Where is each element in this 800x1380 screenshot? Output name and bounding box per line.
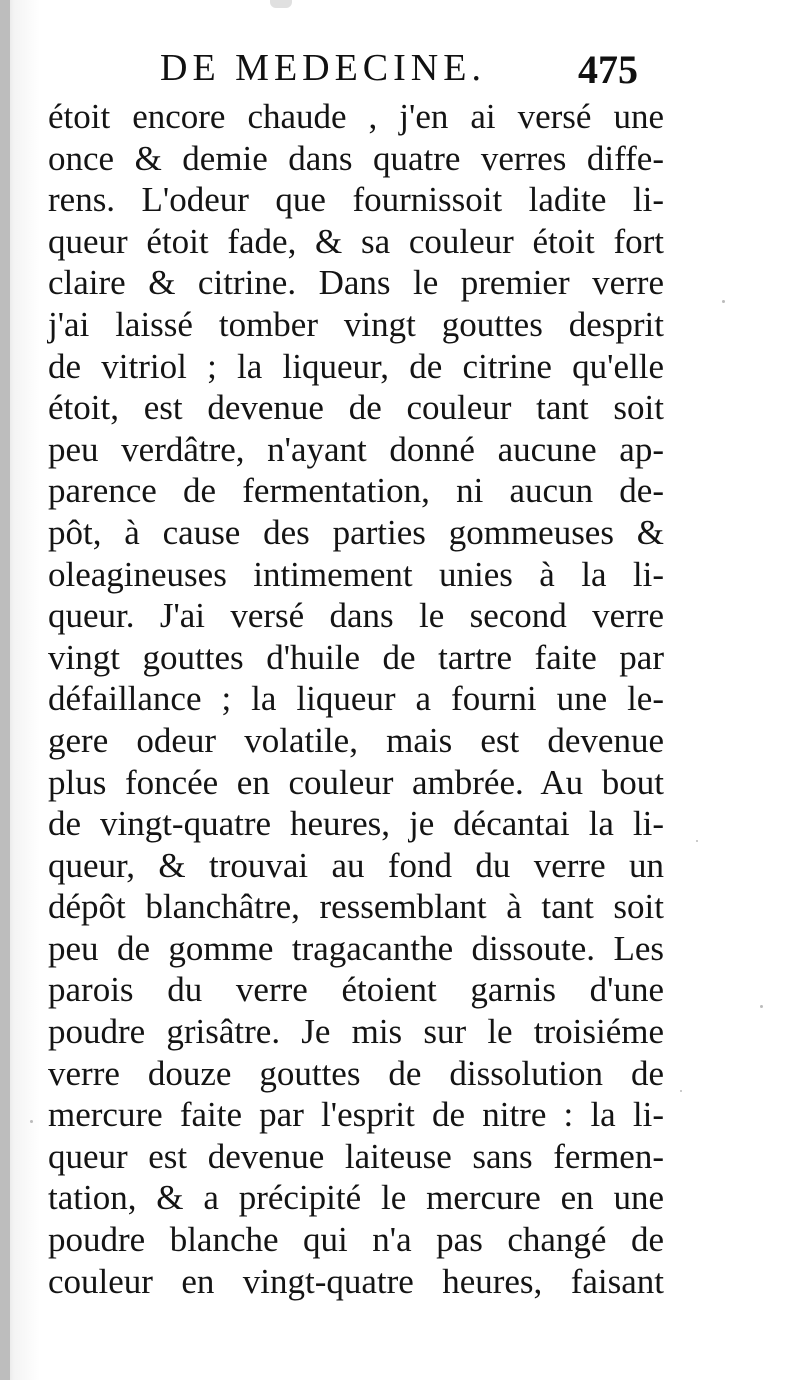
text-line: de vitriol ; la liqueur, de citrine qu'elle (48, 346, 664, 386)
text-line: défaillance ; la liqueur a fourni une le- (48, 679, 664, 719)
text-line: mercure faite par l'esprit de nitre : la li- (48, 1095, 664, 1135)
paper-speck (696, 840, 698, 842)
text-line: couleur en vingt-quatre heures, faisant (48, 1261, 664, 1301)
text-line: oleagineuses intimement unies à la li- (48, 554, 664, 594)
paper-speck (760, 1005, 763, 1008)
text-line: parois du verre étoient garnis d'une (48, 970, 664, 1010)
text-line: j'ai laissé tomber vingt gouttes desprit (48, 304, 664, 344)
text-line: tation, & a précipité le mercure en une (48, 1178, 664, 1218)
text-line: de vingt-quatre heures, je décantai la li- (48, 804, 664, 844)
text-line: poudre blanche qui n'a pas changé de (48, 1220, 664, 1260)
text-line: pôt, à cause des parties gommeuses & (48, 512, 664, 552)
paper-speck (680, 1090, 682, 1092)
page-header (0, 46, 800, 94)
paper-speck (30, 1120, 33, 1123)
text-line: peu verdâtre, n'ayant donné aucune ap- (48, 429, 664, 469)
text-line: vingt gouttes d'huile de tartre faite par (48, 637, 664, 677)
text-line: plus foncée en couleur ambrée. Au bout (48, 762, 664, 802)
text-line: poudre grisâtre. Je mis sur le troisiéme (48, 1012, 664, 1052)
text-line: queur est devenue laiteuse sans fermen- (48, 1136, 664, 1176)
running-head: DE MEDECINE. (160, 47, 486, 89)
text-line: gere odeur volatile, mais est devenue (48, 720, 664, 760)
paper-speck (722, 300, 725, 303)
text-line: parence de fermentation, ni aucun de- (48, 471, 664, 511)
text-line: queur étoit fade, & sa couleur étoit fort (48, 221, 664, 261)
text-line: étoit, est devenue de couleur tant soit (48, 388, 664, 428)
text-line: peu de gomme tragacanthe dissoute. Les (48, 928, 664, 968)
text-line: queur. J'ai versé dans le second verre (48, 596, 664, 636)
page-number: 475 (578, 47, 638, 92)
text-line: claire & citrine. Dans le premier verre (48, 263, 664, 303)
spine-shadow (0, 0, 10, 1380)
text-line: verre douze gouttes de dissolution de (48, 1053, 664, 1093)
text-line: étoit encore chaude , j'en ai versé une (48, 97, 664, 136)
text-line: rens. L'odeur que fournissoit ladite li- (48, 180, 664, 220)
text-line: dépôt blanchâtre, ressemblant à tant soit (48, 887, 664, 927)
body-text (48, 96, 664, 1302)
page-smudge (270, 0, 292, 8)
text-line: once & demie dans quatre verres diffe- (48, 138, 664, 178)
text-line: queur, & trouvai au fond du verre un (48, 845, 664, 885)
